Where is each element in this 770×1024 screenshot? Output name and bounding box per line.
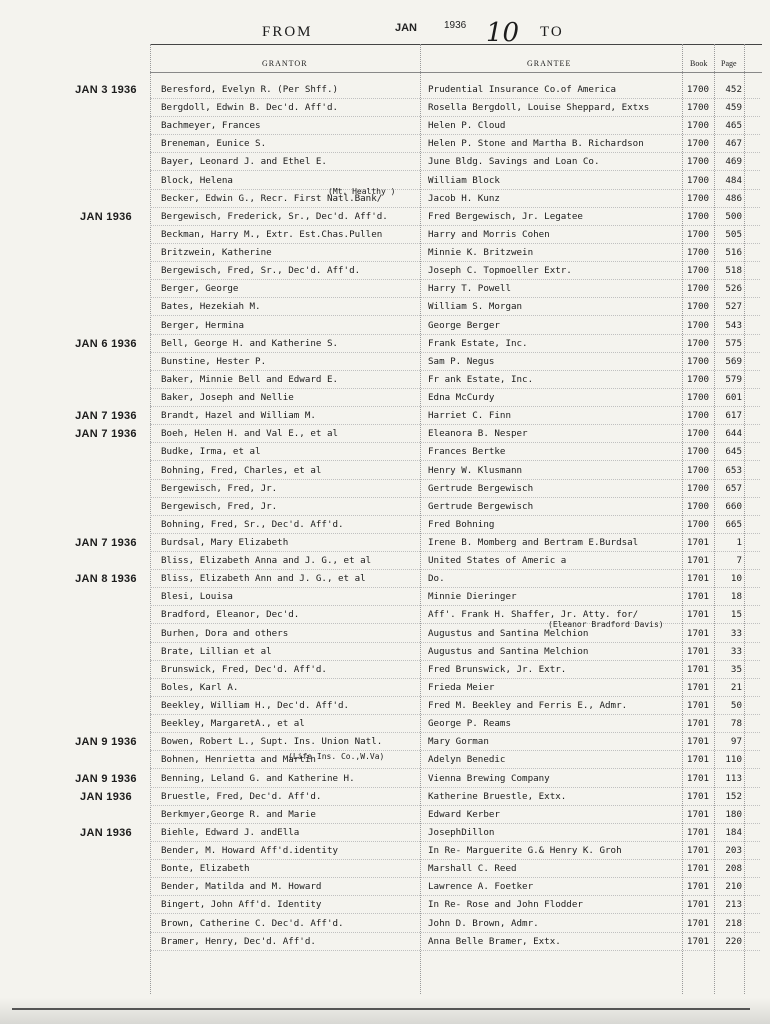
grantor-cell: Bramer, Henry, Dec'd. Aff'd.: [161, 935, 316, 947]
book-cell: 1701: [686, 681, 710, 693]
row-date: JAN 7 1936: [75, 537, 137, 549]
table-row: [0, 896, 770, 914]
table-row: [0, 679, 770, 697]
page-cell: 18: [730, 591, 742, 603]
grantee-cell: Harry and Morris Cohen: [428, 228, 550, 240]
table-row: [0, 280, 770, 298]
grantor-cell: Biehle, Edward J. andElla: [161, 826, 300, 838]
book-cell: 1701: [686, 645, 710, 657]
grantor-cell: Bender, M. Howard Aff'd.identity: [161, 845, 339, 857]
table-row: [0, 842, 770, 860]
grantor-cell: Baker, Joseph and Nellie: [161, 392, 294, 404]
grantor-cell: Bender, Matilda and M. Howard: [161, 881, 322, 893]
to-label: TO: [540, 24, 564, 40]
book-cell: 1701: [686, 790, 710, 802]
book-cell: 1701: [686, 627, 710, 639]
grantee-cell: Edward Kerber: [428, 808, 500, 820]
grantee-cell: Gertrude Bergewisch: [428, 500, 534, 512]
page-cell: 484: [725, 174, 742, 186]
page-cell: 569: [725, 355, 742, 367]
page-cell: 208: [725, 863, 742, 875]
page-cell: 203: [725, 845, 742, 857]
page-cell: 575: [725, 337, 742, 349]
book-cell: 1700: [686, 84, 710, 95]
page-cell: 7: [736, 555, 742, 567]
book-cell: 1701: [686, 609, 710, 621]
book-cell: 1700: [686, 210, 710, 222]
book-cell: 1701: [686, 736, 710, 748]
grantee-note: (Eleanor Bradford Davis): [548, 620, 664, 629]
grantee-cell: Fred Bohning: [428, 518, 495, 530]
page-cell: 50: [730, 700, 742, 712]
grantee-cell: Gertrude Bergewisch: [428, 482, 534, 494]
table-row: [0, 425, 770, 443]
grantee-cell: George Berger: [428, 319, 500, 331]
page-bottom-edge: [0, 998, 770, 1024]
page-cell: 15: [730, 609, 742, 621]
grantee-cell: Eleanora B. Nesper: [428, 428, 528, 440]
grantee-cell: Fred M. Beekley and Ferris E., Admr.: [428, 700, 628, 712]
table-row: [0, 643, 770, 661]
table-row: [0, 317, 770, 335]
grantee-cell: Anna Belle Bramer, Extx.: [428, 935, 561, 947]
grantee-cell: Frieda Meier: [428, 681, 495, 693]
grantor-cell: Bohning, Fred, Sr., Dec'd. Aff'd.: [161, 518, 344, 530]
page-cell: 665: [725, 518, 742, 530]
grantee-cell: Aff'. Frank H. Shaffer, Jr. Atty. for/: [428, 609, 639, 621]
book-cell: 1701: [686, 537, 710, 548]
grantor-cell: Bell, George H. and Katherine S.: [161, 337, 339, 349]
grantor-cell: Baker, Minnie Bell and Edward E.: [161, 373, 339, 385]
grantee-cell: JosephDillon: [428, 826, 495, 838]
page-cell: 213: [725, 899, 742, 911]
grantor-cell: Benning, Leland G. and Katherine H.: [161, 772, 355, 784]
book-cell: 1700: [686, 247, 710, 259]
grantee-cell: Lawrence A. Foetker: [428, 881, 534, 893]
page-cell: 543: [725, 319, 742, 331]
page-cell: 180: [725, 808, 742, 820]
book-cell: 1701: [686, 700, 710, 712]
row-date: JAN 7 1936: [75, 410, 137, 423]
page-cell: 110: [725, 754, 742, 766]
grantor-cell: Berger, Hermina: [161, 319, 244, 331]
page-cell: 220: [725, 935, 742, 947]
row-date: JAN 1936: [80, 826, 132, 839]
page-cell: 660: [725, 500, 742, 512]
page-cell: 184: [725, 826, 742, 838]
grantor-cell: Bergewisch, Frederick, Sr., Dec'd. Aff'd.: [161, 210, 388, 222]
book-cell: 1700: [686, 192, 710, 204]
page-cell: 527: [725, 301, 742, 313]
book-cell: 1700: [686, 355, 710, 367]
grantor-cell: Bayer, Leonard J. and Ethel E.: [161, 156, 327, 168]
grantor-cell: Brate, Lillian et al: [161, 645, 272, 657]
book-cell: 1700: [686, 174, 710, 186]
book-cell: 1701: [686, 754, 710, 766]
grantor-cell: Boeh, Helen H. and Val E., et al: [161, 428, 339, 440]
table-row: [0, 153, 770, 171]
grantor-note: (Life Ins. Co.,W.Va): [288, 752, 385, 761]
book-cell: 1701: [686, 591, 710, 603]
column-header-rule: [150, 72, 762, 73]
row-date: JAN 1936: [80, 790, 132, 803]
table-row: [0, 878, 770, 896]
page-cell: 113: [725, 772, 742, 784]
table-row: [0, 480, 770, 498]
row-date: JAN 8 1936: [75, 573, 137, 586]
table-row: [0, 570, 770, 588]
table-row: [0, 244, 770, 262]
page-cell: 21: [730, 681, 742, 693]
page-cell: 526: [725, 283, 742, 295]
book-cell: 1700: [686, 518, 710, 530]
date-stamp-year: 1936: [444, 20, 467, 31]
grantee-cell: Augustus and Santina Melchion: [428, 627, 589, 639]
book-cell: 1700: [686, 482, 710, 494]
page-cell: 452: [725, 84, 742, 95]
book-cell: 1701: [686, 573, 710, 585]
page-header: Page: [721, 59, 737, 68]
table-row: [0, 99, 770, 117]
page-cell: 518: [725, 265, 742, 277]
row-date: JAN 6 1936: [75, 337, 137, 350]
table-row: [0, 697, 770, 715]
grantor-cell: Blesi, Louisa: [161, 591, 233, 603]
table-row: [0, 588, 770, 606]
grantor-cell: Berkmyer,George R. and Marie: [161, 808, 316, 820]
page-cell: 505: [725, 228, 742, 240]
row-date: JAN 7 1936: [75, 428, 137, 441]
table-row: [0, 860, 770, 878]
grantee-cell: Fred Bergewisch, Jr. Legatee: [428, 210, 583, 222]
page-cell: 97: [730, 736, 742, 748]
grantee-cell: Jacob H. Kunz: [428, 192, 500, 204]
table-row: [0, 81, 770, 99]
grantee-cell: William Block: [428, 174, 500, 186]
page-cell: 459: [725, 102, 742, 114]
grantor-cell: Brown, Catherine C. Dec'd. Aff'd.: [161, 917, 344, 929]
grantee-cell: Do.: [428, 573, 445, 585]
table-row: [0, 933, 770, 951]
book-cell: 1701: [686, 917, 710, 929]
grantor-cell: Bohnen, Henrietta and Martin: [161, 754, 316, 766]
grantee-cell: Augustus and Santina Melchion: [428, 645, 589, 657]
table-row: [0, 715, 770, 733]
page-cell: 644: [725, 428, 742, 440]
page-cell: 78: [730, 718, 742, 730]
grantor-cell: Beekley, MargaretA., et al: [161, 718, 305, 730]
grantee-cell: Prudential Insurance Co.of America: [428, 84, 617, 95]
grantor-cell: Budke, Irma, et al: [161, 446, 261, 458]
book-cell: 1700: [686, 319, 710, 331]
grantee-cell: Joseph C. Topmoeller Extr.: [428, 265, 572, 277]
book-cell: 1701: [686, 718, 710, 730]
table-row: [0, 462, 770, 480]
table-row: [0, 135, 770, 153]
grantee-cell: Marshall C. Reed: [428, 863, 517, 875]
grantor-cell: Bruestle, Fred, Dec'd. Aff'd.: [161, 790, 322, 802]
book-cell: 1700: [686, 138, 710, 150]
book-cell: 1701: [686, 772, 710, 784]
from-label: FROM: [262, 24, 313, 40]
book-cell: 1700: [686, 301, 710, 313]
book-cell: 1700: [686, 500, 710, 512]
page-cell: 500: [725, 210, 742, 222]
row-date: JAN 3 1936: [75, 84, 137, 96]
grantor-cell: Becker, Edwin G., Recr. First Natl.Bank/: [161, 192, 383, 204]
page-cell: 617: [725, 410, 742, 422]
table-row: [0, 389, 770, 407]
book-cell: 1700: [686, 392, 710, 404]
grantee-cell: Fr ank Estate, Inc.: [428, 373, 534, 385]
table-row: [0, 552, 770, 570]
table-row: [0, 353, 770, 371]
grantor-cell: Burhen, Dora and others: [161, 627, 289, 639]
grantee-cell: In Re- Rose and John Flodder: [428, 899, 583, 911]
book-cell: 1700: [686, 120, 710, 132]
table-row: [0, 371, 770, 389]
table-row: [0, 262, 770, 280]
grantee-cell: June Bldg. Savings and Loan Co.: [428, 156, 600, 168]
book-cell: 1701: [686, 881, 710, 893]
page-cell: 218: [725, 917, 742, 929]
grantee-cell: Frank Estate, Inc.: [428, 337, 528, 349]
grantor-cell: Bonte, Elizabeth: [161, 863, 250, 875]
book-cell: 1700: [686, 410, 710, 422]
book-cell: 1701: [686, 935, 710, 947]
book-cell: 1700: [686, 156, 710, 168]
date-stamp-month: JAN: [395, 22, 418, 34]
grantor-cell: Bowen, Robert L., Supt. Ins. Union Natl.: [161, 736, 383, 748]
table-row: [0, 498, 770, 516]
grantor-cell: Beresford, Evelyn R. (Per Shff.): [161, 84, 339, 95]
grantor-cell: Bradford, Eleanor, Dec'd.: [161, 609, 300, 621]
book-cell: 1701: [686, 826, 710, 838]
book-header: Book: [690, 59, 708, 68]
table-row: [0, 733, 770, 751]
page-cell: 645: [725, 446, 742, 458]
table-row: [0, 407, 770, 425]
grantee-cell: Minnie K. Britzwein: [428, 247, 534, 259]
page-cell: 467: [725, 138, 742, 150]
grantor-cell: Bohning, Fred, Charles, et al: [161, 464, 322, 476]
book-cell: 1701: [686, 845, 710, 857]
grantor-cell: Bates, Hezekiah M.: [161, 301, 261, 313]
grantee-cell: William S. Morgan: [428, 301, 523, 313]
grantor-cell: Britzwein, Katherine: [161, 247, 272, 259]
table-row: [0, 824, 770, 842]
page-cell: 10: [730, 573, 742, 585]
grantor-cell: Bliss, Elizabeth Anna and J. G., et al: [161, 555, 372, 567]
grantee-cell: Sam P. Negus: [428, 355, 495, 367]
grantee-header: GRANTEE: [527, 59, 572, 68]
page-cell: 657: [725, 482, 742, 494]
grantee-cell: Minnie Dieringer: [428, 591, 517, 603]
page-cell: 653: [725, 464, 742, 476]
book-cell: 1700: [686, 446, 710, 458]
page-cell: 210: [725, 881, 742, 893]
table-row: [0, 208, 770, 226]
book-cell: 1700: [686, 102, 710, 114]
table-row: [0, 117, 770, 135]
book-cell: 1700: [686, 283, 710, 295]
page-cell: 1: [736, 537, 742, 548]
table-row: [0, 226, 770, 244]
grantor-cell: Brunswick, Fred, Dec'd. Aff'd.: [161, 663, 327, 675]
row-date: JAN 9 1936: [75, 736, 137, 749]
grantor-cell: Bingert, John Aff'd. Identity: [161, 899, 322, 911]
grantee-cell: Harry T. Powell: [428, 283, 511, 295]
row-date: JAN 9 1936: [75, 772, 137, 785]
grantor-cell: Berger, George: [161, 283, 239, 295]
book-cell: 1700: [686, 373, 710, 385]
grantor-cell: Beekley, William H., Dec'd. Aff'd.: [161, 700, 350, 712]
grantee-cell: Rosella Bergdoll, Louise Sheppard, Extxs: [428, 102, 650, 114]
page-cell: 33: [730, 645, 742, 657]
book-cell: 1701: [686, 863, 710, 875]
page-cell: 35: [730, 663, 742, 675]
table-row: [0, 770, 770, 788]
row-date: JAN 1936: [80, 210, 132, 223]
page-cell: 152: [725, 790, 742, 802]
table-row: [0, 335, 770, 353]
table-row: [0, 661, 770, 679]
row-rule: [150, 950, 760, 951]
grantee-cell: Katherine Bruestle, Extx.: [428, 790, 567, 802]
grantee-cell: Edna McCurdy: [428, 392, 495, 404]
grantor-header: GRANTOR: [262, 59, 308, 68]
grantee-cell: Henry W. Klusmann: [428, 464, 523, 476]
grantee-cell: Frances Bertke: [428, 446, 506, 458]
grantee-cell: Mary Gorman: [428, 736, 489, 748]
grantor-cell: Bunstine, Hester P.: [161, 355, 267, 367]
page-cell: 33: [730, 627, 742, 639]
book-cell: 1700: [686, 228, 710, 240]
table-row: [0, 806, 770, 824]
grantee-cell: Harriet C. Finn: [428, 410, 511, 422]
book-cell: 1700: [686, 464, 710, 476]
grantor-cell: Block, Helena: [161, 174, 233, 186]
grantee-cell: George P. Reams: [428, 718, 511, 730]
grantee-cell: In Re- Marguerite G.& Henry K. Groh: [428, 845, 622, 857]
grantee-cell: Adelyn Benedic: [428, 754, 506, 766]
header-rule: [150, 44, 762, 45]
grantee-cell: Fred Brunswick, Jr. Extr.: [428, 663, 567, 675]
table-row: [0, 443, 770, 461]
grantor-cell: Bliss, Elizabeth Ann and J. G., et al: [161, 573, 366, 585]
table-row: [0, 534, 770, 552]
table-row: [0, 788, 770, 806]
grantor-cell: Bergewisch, Fred, Sr., Dec'd. Aff'd.: [161, 265, 361, 277]
grantee-cell: John D. Brown, Admr.: [428, 917, 539, 929]
handwritten-day: 10: [486, 18, 520, 48]
grantor-cell: Bergdoll, Edwin B. Dec'd. Aff'd.: [161, 102, 339, 114]
grantor-cell: Bachmeyer, Frances: [161, 120, 261, 132]
grantor-cell: Burdsal, Mary Elizabeth: [161, 537, 289, 548]
grantee-cell: Helen P. Cloud: [428, 120, 506, 132]
book-cell: 1700: [686, 337, 710, 349]
book-cell: 1701: [686, 808, 710, 820]
grantee-cell: Irene B. Momberg and Bertram E.Burdsal: [428, 537, 639, 548]
page-cell: 486: [725, 192, 742, 204]
grantee-cell: Helen P. Stone and Martha B. Richardson: [428, 138, 644, 150]
book-cell: 1700: [686, 265, 710, 277]
table-row: [0, 915, 770, 933]
grantee-cell: Vienna Brewing Company: [428, 772, 550, 784]
grantor-cell: Bergewisch, Fred, Jr.: [161, 482, 278, 494]
table-row: [0, 516, 770, 534]
grantor-cell: Brandt, Hazel and William M.: [161, 410, 316, 422]
page-cell: 516: [725, 247, 742, 259]
table-row: [0, 298, 770, 316]
page-cell: 469: [725, 156, 742, 168]
grantor-cell: Bergewisch, Fred, Jr.: [161, 500, 278, 512]
page-cell: 601: [725, 392, 742, 404]
page-cell: 579: [725, 373, 742, 385]
table-row: [0, 751, 770, 769]
book-cell: 1701: [686, 899, 710, 911]
page-cell: 465: [725, 120, 742, 132]
grantor-note: (Mt. Healthy ): [328, 187, 396, 196]
grantor-cell: Breneman, Eunice S.: [161, 138, 267, 150]
grantee-cell: United States of Americ a: [428, 555, 567, 567]
book-cell: 1701: [686, 663, 710, 675]
grantor-cell: Beckman, Harry M., Extr. Est.Chas.Pullen: [161, 228, 383, 240]
book-cell: 1700: [686, 428, 710, 440]
grantor-cell: Boles, Karl A.: [161, 681, 239, 693]
book-cell: 1701: [686, 555, 710, 567]
